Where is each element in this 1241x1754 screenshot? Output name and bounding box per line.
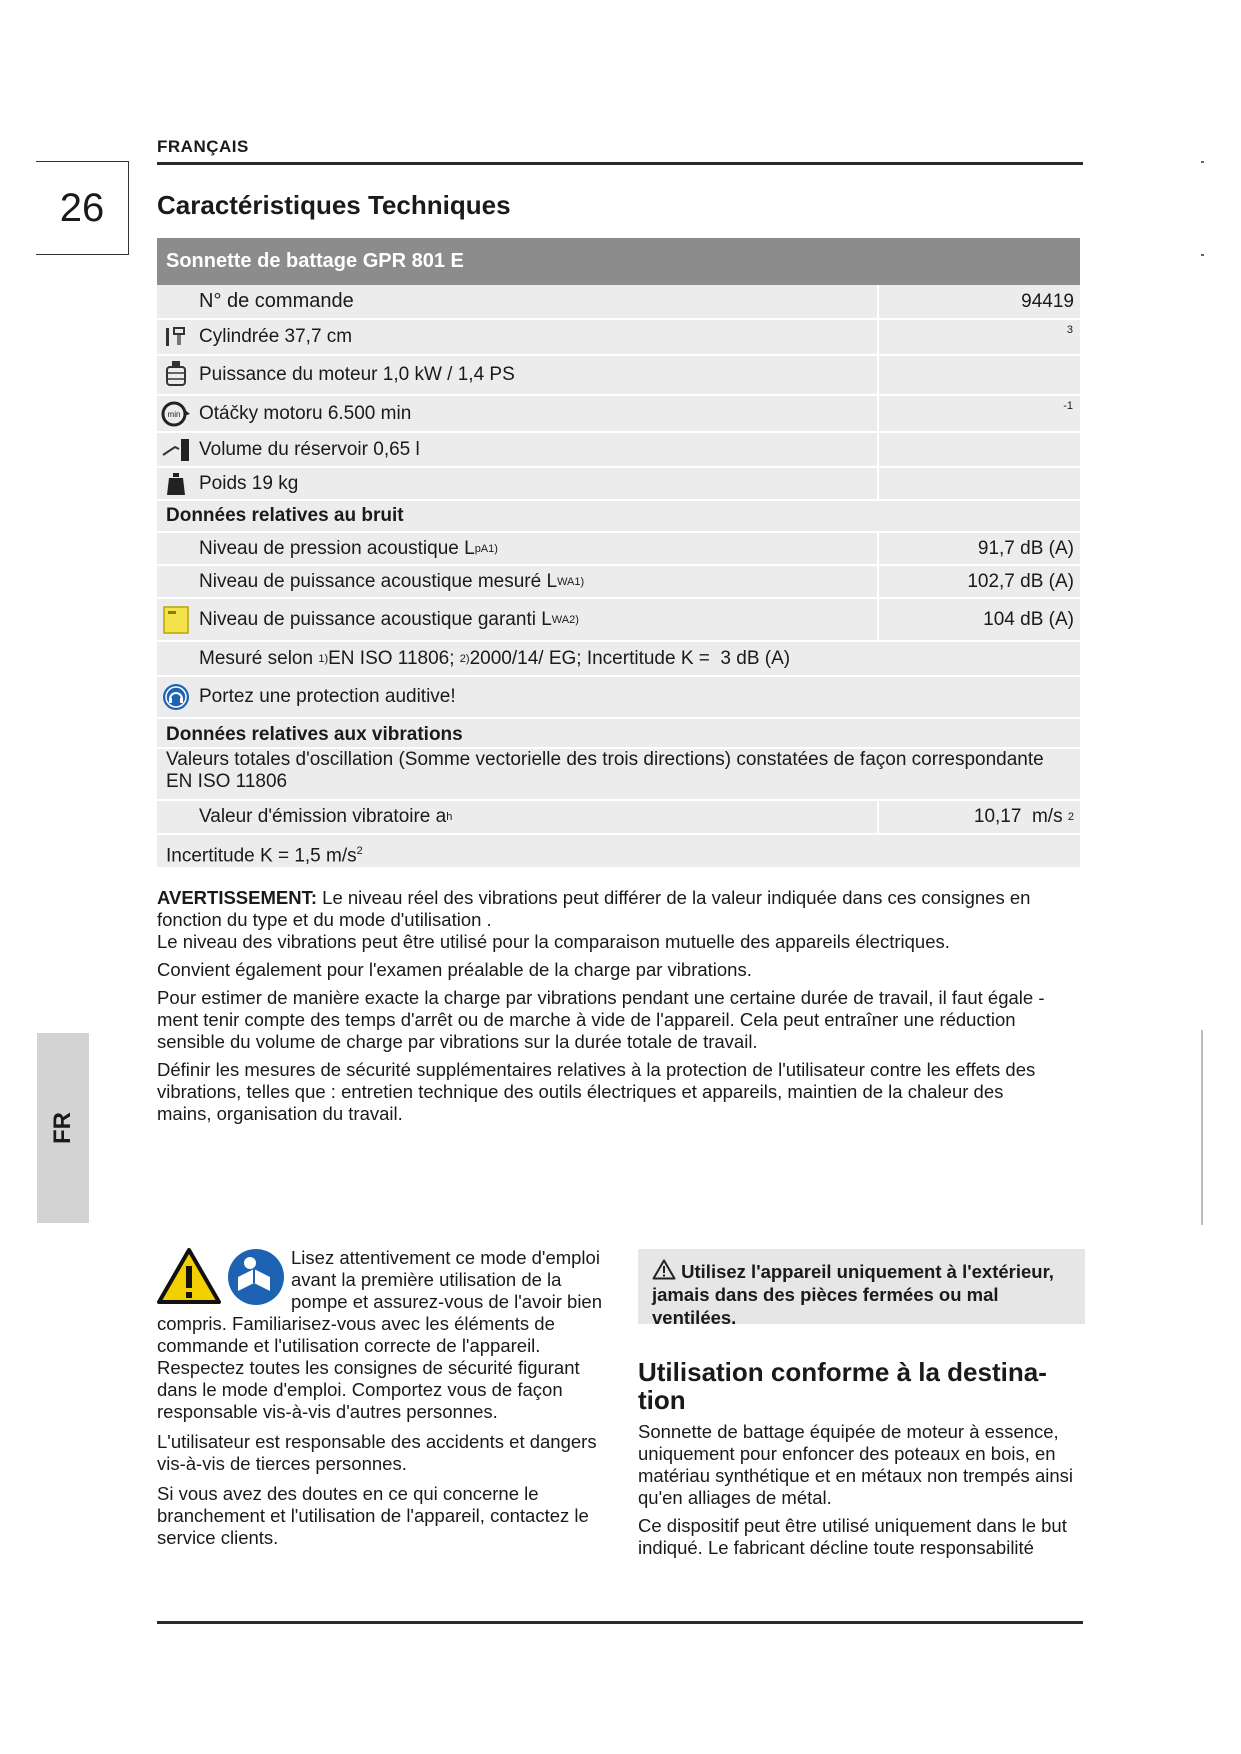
warning-text: Le niveau des vibrations peut être utilisé pour la comparaison mutuelle des appareils électriques. [157, 931, 950, 952]
caution-icon [652, 1259, 676, 1280]
spec-label: Puissance du moteur 1,0 kW / 1,4 PS [199, 364, 515, 385]
spec-label: Volume du réservoir 0,65 l [199, 438, 420, 460]
margin-mark [1201, 161, 1204, 163]
header-rule [157, 162, 1083, 165]
noise-label: Niveau de puissance acoustique mesuré L [199, 570, 558, 592]
intended-use-text: Sonnette de battage équipée de moteur à essence, uniquement pour enfoncer des poteaux en bois, en matériau synthétique et en métaux non trempés ainsi qu'en alliages de métal. [638, 1421, 1073, 1508]
outdoor-notice [652, 1259, 1077, 1329]
noise-value: 102,7 dB (A) [877, 566, 1080, 597]
intended-use-title: Utilisation conforme à la destina- tion [638, 1357, 1047, 1415]
hearing-row [157, 677, 1080, 719]
measured-prefix: Mesuré selon [199, 647, 319, 669]
hearing-protection-icon [161, 682, 191, 712]
manual-text: L'utilisateur est responsable des accidents et dangers vis-à-vis de tierces personnes. [157, 1431, 597, 1474]
warning-label: AVERTISSEMENT: [157, 887, 318, 908]
vibration-row [157, 801, 1080, 835]
spec-value: 94419 [877, 285, 1080, 318]
measured-standard: EN ISO 11806; [328, 647, 460, 669]
footnote-ref: 2) [459, 652, 470, 665]
noise-row-measured [157, 566, 1080, 599]
warning-text: Le niveau réel des vibrations peut différer de la valeur indiquée dans ces consignes en fonction du type et du mode d'utilisation . [157, 887, 1031, 930]
spec-label: Otáčky motoru 6.500 min [199, 402, 412, 424]
spec-row-tank [157, 433, 1080, 468]
measured-row [157, 642, 1080, 677]
margin-mark [1201, 254, 1204, 256]
footnote-ref: 1) [574, 575, 585, 588]
vibration-value: 10,17 m/s [973, 806, 1068, 827]
spec-label: Poids 19 kg [199, 472, 299, 494]
language-header: FRANÇAIS [157, 137, 249, 156]
noise-value: 91,7 dB (A) [877, 533, 1080, 564]
noise-label-icon [162, 605, 190, 635]
spec-row-cylinder [157, 320, 1080, 356]
footnote-ref: 2) [569, 613, 579, 626]
noise-label: Niveau de pression acoustique L [199, 537, 475, 559]
manual-text: Lisez attentivement ce mode d'emploi avant la première utilisation de la pompe et assurez-vous de l'avoir bien compris. Familiarisez-vous avec les éléments de commande et l'utilisation correcte de l'appareil. Respectez toutes les consignes de sécurité figurant dans le mode d'emploi. Comportez vous de façon responsable vis-à-vis d'autres personnes. [157, 1247, 603, 1422]
spec-label: N° de commande [199, 290, 354, 312]
weight-icon [165, 472, 187, 496]
subscript: WA [557, 575, 575, 588]
margin-line [1201, 1030, 1203, 1225]
unit-superscript: -1 [1063, 400, 1073, 412]
section-title: Caractéristiques Techniques [157, 190, 511, 220]
warning-section [157, 887, 1057, 1131]
subscript: WA [551, 613, 570, 626]
rpm-icon [161, 400, 191, 428]
intended-use-body [638, 1421, 1085, 1565]
fuel-can-icon [161, 437, 191, 463]
footnote-ref: 1) [318, 652, 329, 665]
manual-icons [157, 1247, 291, 1311]
uncertainty-text: Incertitude K = 1,5 m/s [166, 845, 357, 867]
warning-triangle-icon [157, 1247, 221, 1305]
engine-icon [163, 360, 189, 390]
page-number: 26 [59, 186, 105, 230]
unit-superscript: 2 [356, 845, 363, 857]
vibration-text: Valeurs totales d'oscillation (Somme vectorielle des trois directions) constatées de façon correspondante EN ISO 11806 [157, 749, 1080, 801]
vibration-heading: Données relatives aux vibrations [157, 719, 1080, 749]
spec-row-order [157, 285, 1080, 320]
spec-row-power [157, 356, 1080, 396]
noise-row-guaranteed [157, 599, 1080, 642]
vibration-label: Valeur d'émission vibratoire a [199, 806, 447, 827]
noise-heading: Données relatives au bruit [157, 501, 1080, 533]
uncertainty-row [157, 835, 1080, 869]
measured-directive: 2000/14/ EG; Incertitude K = 3 dB (A) [469, 647, 791, 669]
subscript: h [446, 811, 453, 823]
warning-text: Définir les mesures de sécurité supplémentaires relatives à la protection de l'utilisateur contre les effets des vibrations, telles que : entretien technique des outils électriques et appareils, maintien de la chaleur des mains, organisation du travail. [157, 1059, 1036, 1124]
noise-value: 104 dB (A) [877, 599, 1080, 640]
manual-notice [157, 1247, 605, 1557]
read-manual-icon [226, 1247, 286, 1307]
noise-row-pressure [157, 533, 1080, 566]
manual-text: Si vous avez des doutes en ce qui concerne le branchement et l'utilisation de l'appareil, contactez le service clients. [157, 1483, 589, 1548]
noise-label: Niveau de puissance acoustique garanti L [199, 608, 552, 630]
spec-label: Cylindrée 37,7 cm [199, 326, 353, 347]
spec-table [157, 238, 1080, 869]
footer-rule [157, 1621, 1083, 1624]
warning-text: Pour estimer de manière exacte la charge par vibrations pendant une certaine durée de travail, il faut égale - ment tenir compte des temps d'arrêt ou de marche à vide de l'appareil. Cela peut entraîner une réduction sensible du volume de charge par vibrations sur la durée totale de travail. [157, 987, 1045, 1052]
unit-superscript: 3 [1066, 324, 1073, 336]
footnote-ref: 1) [488, 542, 498, 555]
cylinder-icon [163, 324, 189, 350]
spec-row-weight [157, 468, 1080, 501]
spec-table-title: Sonnette de battage GPR 801 E [157, 238, 1080, 285]
spec-row-rpm [157, 396, 1080, 433]
hearing-text: Portez une protection auditive! [199, 686, 456, 707]
outdoor-notice-text: Utilisez l'appareil uniquement à l'extérieur, jamais dans des pièces fermées ou mal ventilées. [652, 1261, 1054, 1328]
intended-use-text: Ce dispositif peut être utilisé uniquement dans le but indiqué. Le fabricant décline toute responsabilité [638, 1515, 1067, 1558]
unit-superscript: 2 [1067, 811, 1074, 823]
language-tab-label: FR [49, 1112, 76, 1144]
svg-text:min: min [167, 409, 181, 419]
warning-text: Convient également pour l'examen préalable de la charge par vibrations. [157, 959, 752, 980]
subscript: pA [474, 542, 489, 555]
